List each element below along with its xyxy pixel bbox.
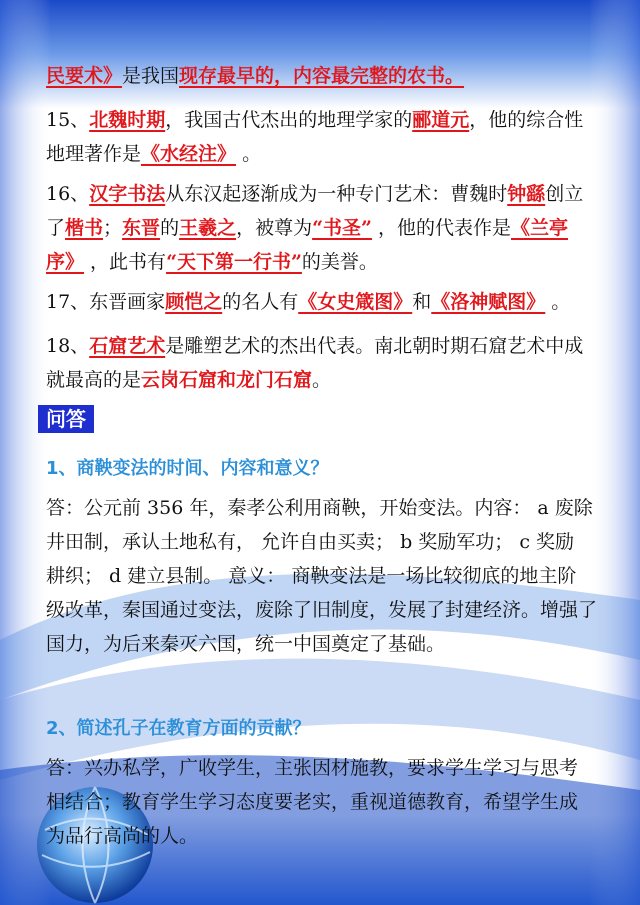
answer-2-line-1: 答：兴办私学，广收学生，主张因材施教，要求学生学习与思考 — [46, 757, 579, 779]
text-line-16b: 了楷书；东晋的王羲之，被尊为“书圣” ，他的代表作是《兰亭 — [46, 217, 569, 239]
answer-1-line-2: 井田制，承认土地私有， 允许自由买卖； b 奖励军功； c 奖励 — [46, 531, 575, 553]
question-1-title: 1、商鞅变法的时间、内容和意义？ — [46, 458, 329, 479]
text-line-15: 15、北魏时期，我国古代杰出的地理学家的郦道元，他的综合性 — [46, 109, 584, 131]
text-line-16c: 序》 ，此书有“天下第一行书”的美誉。 — [46, 251, 378, 273]
answer-2-line-2: 相结合；教育学生学习态度要老实，重视道德教育，希望学生成 — [46, 791, 579, 813]
answer-1-line-3: 耕织； d 建立县制。 意义： 商鞅变法是一场比较彻底的地主阶 — [46, 565, 577, 587]
text-line-17: 17、东晋画家顾恺之的名人有《女史箴图》和《洛神赋图》 。 — [46, 291, 571, 313]
answer-1-line-4: 级改革，秦国通过变法，废除了旧制度，发展了封建经济。增强了 — [46, 599, 598, 621]
answer-1-line-5: 国力，为后来秦灭六国，统一中国奠定了基础。 — [46, 633, 446, 655]
answer-2-line-3: 为品行高尚的人。 — [46, 825, 199, 847]
text-line-1: 民要术》是我国现存最早的，内容最完整的农书。 — [46, 65, 465, 87]
answer-1-line-1: 答：公元前 356 年，秦孝公利用商鞅，开始变法。内容： a 废除 — [46, 497, 593, 519]
text-line-16: 16、汉字书法从东汉起逐渐成为一种专门艺术：曹魏时钟繇创立 — [46, 183, 584, 205]
question-2-title: 2、简述孔子在教育方面的贡献？ — [46, 718, 311, 739]
text-line-15b: 地理著作是《水经注》 。 — [46, 143, 262, 165]
text-line-18b: 就最高的是云岗石窟和龙门石窟。 — [46, 369, 332, 391]
section-tag-qa: 问答 — [38, 405, 94, 433]
text-line-18: 18、石窟艺术是雕塑艺术的杰出代表。南北朝时期石窟艺术中成 — [46, 335, 584, 357]
